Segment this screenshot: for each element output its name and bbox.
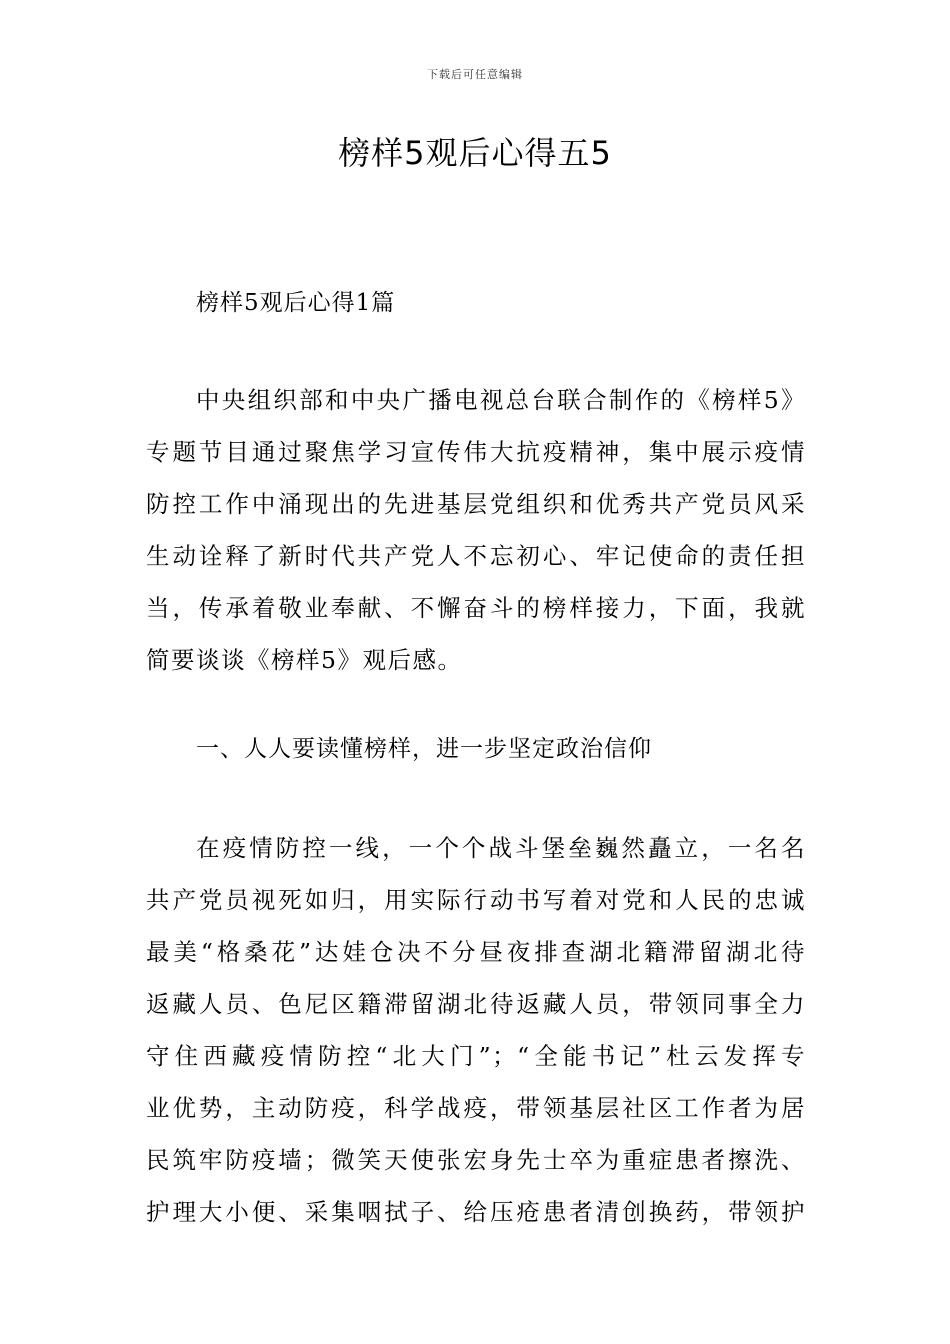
- paragraph-line: 护理大小便、采集咽拭子、给压疮患者清创换药，带领护: [146, 1198, 806, 1226]
- paragraph-line: 共产党员视死如归，用实际行动书写着对党和人民的忠诚: [146, 886, 806, 914]
- paragraph-line: 防控工作中涌现出的先进基层党组织和优秀共产党员风采: [146, 490, 806, 518]
- paragraph-line: 简要谈谈《榜样5》观后感。: [146, 646, 463, 674]
- paragraph-1: [146, 374, 806, 686]
- paragraph-line: 中央组织部和中央广播电视总台联合制作的《榜样5》: [196, 386, 806, 414]
- paragraph-2: [146, 822, 806, 1238]
- header-note: 下载后可任意编辑: [427, 68, 523, 81]
- section-heading-1: 榜样5观后心得1篇: [196, 290, 396, 316]
- paragraph-line: 民筑牢防疫墙；微笑天使张宏身先士卒为重症患者擦洗、: [146, 1146, 806, 1174]
- paragraph-line: 在疫情防控一线，一个个战斗堡垒巍然矗立，一名名: [196, 834, 806, 862]
- paragraph-line: 最美“格桑花”达娃仓决不分昼夜排查湖北籍滞留湖北待: [146, 938, 806, 966]
- document-title: 榜样5观后心得五5: [338, 134, 612, 172]
- paragraph-line: 守住西藏疫情防控“北大门”；“全能书记”杜云发挥专: [146, 1042, 806, 1070]
- paragraph-line: 专题节目通过聚焦学习宣传伟大抗疫精神，集中展示疫情: [146, 438, 806, 466]
- paragraph-line: 业优势，主动防疫，科学战疫，带领基层社区工作者为居: [146, 1094, 806, 1122]
- section-heading-2: 一、人人要读懂榜样，进一步坚定政治信仰: [196, 736, 652, 762]
- paragraph-line: 生动诠释了新时代共产党人不忘初心、牢记使命的责任担: [146, 542, 806, 570]
- paragraph-line: 当，传承着敬业奉献、不懈奋斗的榜样接力，下面，我就: [146, 594, 806, 622]
- paragraph-line: 返藏人员、色尼区籍滞留湖北待返藏人员，带领同事全力: [146, 990, 806, 1018]
